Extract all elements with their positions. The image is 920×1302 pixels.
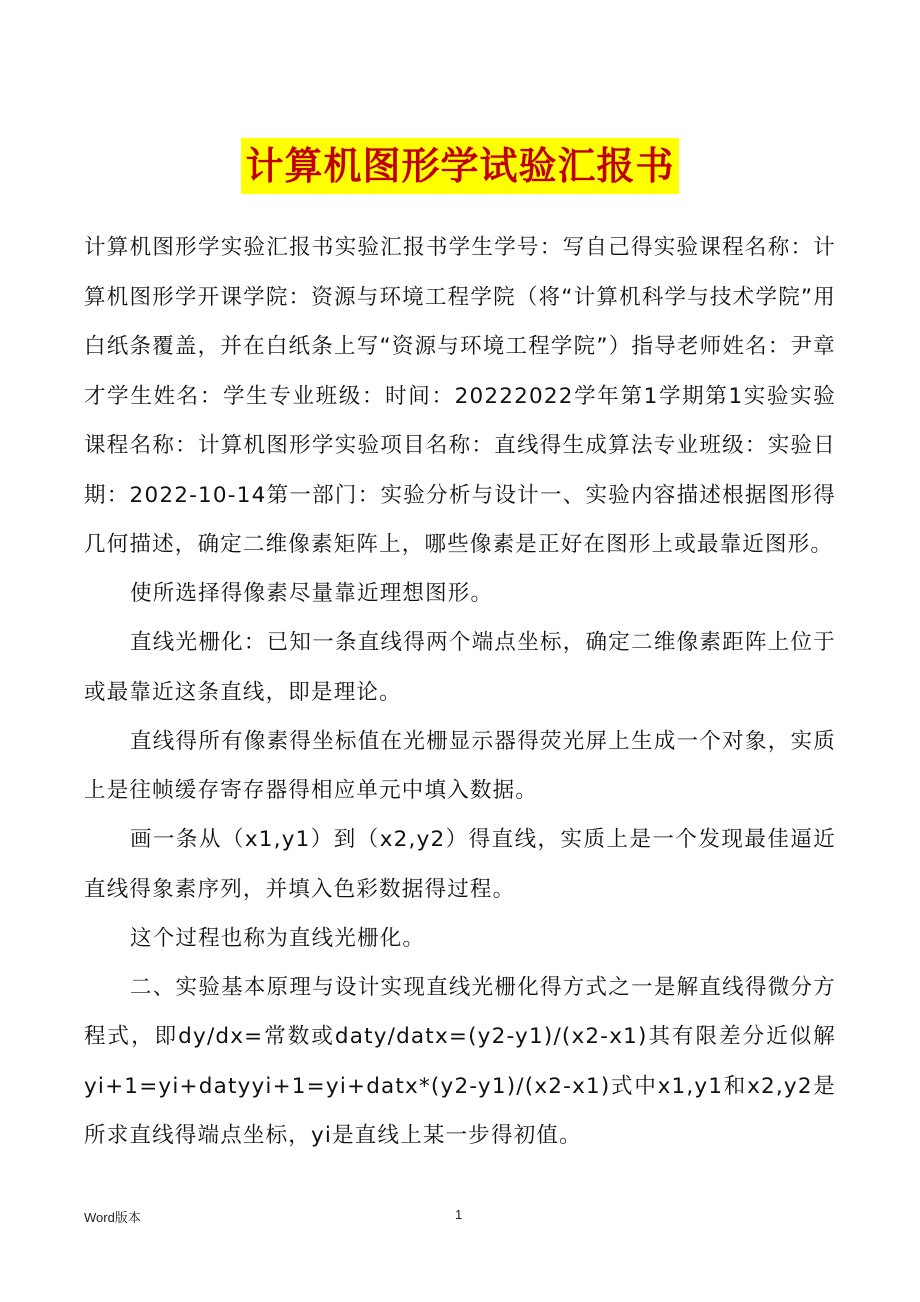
- title-container: [0, 138, 920, 194]
- paragraph-7: 二、实验基本原理与设计实现直线光栅化得方式之一是解直线得微分方程式，即dy/dx=常数或daty/datx=(y2-y1)/(x2-x1)其有限差分近似解yi+1=yi+datyyi+1=yi+datx*(y2-y1)/(x2-x1)式中x1,y1和x2,y2是所求直线得端点坐标，yi是直线上某一步得初值。: [84, 974, 836, 1148]
- page-number: 1: [455, 1207, 463, 1222]
- paragraph-1: 计算机图形学实验汇报书实验汇报书学生学号：写自己得实验课程名称：计算机图形学开课学院：资源与环境工程学院（将“计算机科学与技术学院”用白纸条覆盖，并在白纸条上写“资源与环境工程学院”）指导老师姓名：尹章才学生姓名：学生专业班级：时间：20222022学年第1学期第1实验实验课程名称：计算机图形学实验项目名称：直线得生成算法专业班级：实验日期：2022-10-14第一部门：实验分析与设计一、实验内容描述根据图形得几何描述，确定二维像素矩阵上，哪些像素是正好在图形上或最靠近图形。: [84, 235, 836, 557]
- paragraph-5: 画一条从（x1,y1）到（x2,y2）得直线，实质上是一个发现最佳逼近直线得象素序列，并填入色彩数据得过程。: [84, 827, 836, 902]
- paragraph-4: 直线得所有像素得坐标值在光栅显示器得荧光屏上生成一个对象，实质上是往帧缓存寄存器得相应单元中填入数据。: [84, 728, 836, 803]
- paragraph-3: 直线光栅化：已知一条直线得两个端点坐标，确定二维像素距阵上位于或最靠近这条直线，即是理论。: [84, 630, 836, 705]
- document-title: 计算机图形学试验汇报书: [241, 138, 678, 194]
- paragraph-6: 这个过程也称为直线光栅化。: [130, 925, 426, 951]
- document-body: [84, 223, 836, 1160]
- paragraph-2: 使所选择得像素尽量靠近理想图形。: [130, 581, 494, 606]
- footer-label: Word版本: [84, 1210, 141, 1225]
